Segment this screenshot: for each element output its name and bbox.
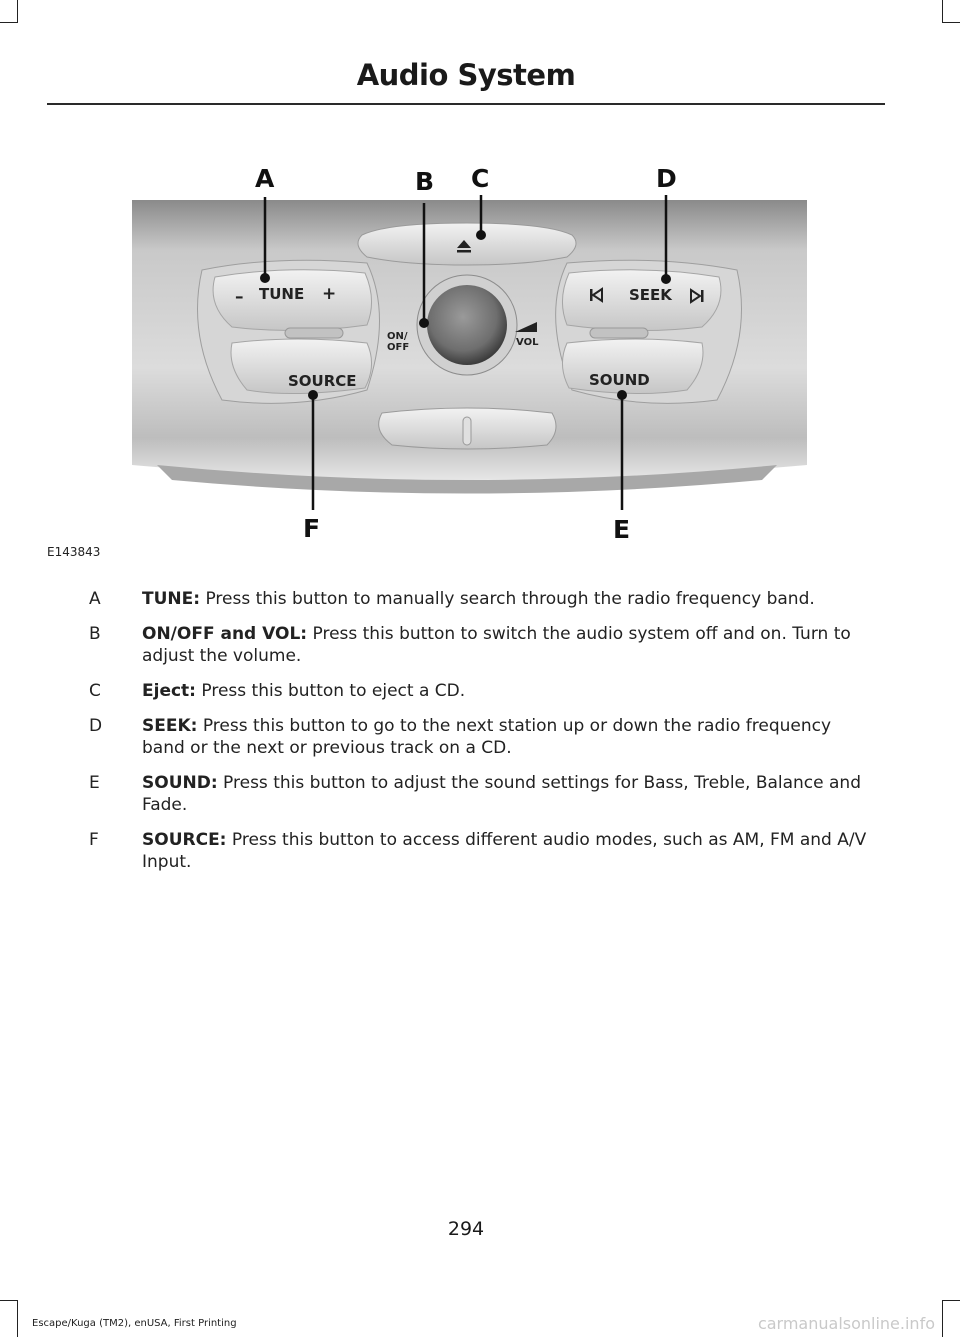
on-off-label-line1: ON/ [387,331,408,342]
tune-minus-label: – [235,287,244,307]
watermark: carmanualsonline.info [757,1314,935,1333]
callout-e: E [613,515,631,544]
left-divider-bar [285,328,343,338]
item-term: SEEK: [142,716,198,736]
item-letter: C [89,681,101,701]
item-description: Press this button to go to the next station up or down the radio frequency band or the next or previous track on a CD. [142,716,832,758]
item-letter: D [89,716,103,736]
right-divider-bar [590,328,648,338]
seek-label: SEEK [629,286,672,304]
item-description: Press this button to switch the audio system off and on. Turn to adjust the volume. [142,624,851,666]
item-description: Press this button to manually search through the radio frequency band. [200,589,815,609]
callout-f: F [303,514,321,543]
callout-dot-e [617,390,627,400]
footer-text: Escape/Kuga (TM2), enUSA, First Printing [32,1318,237,1329]
callout-dot-d [661,274,671,284]
item-letter: F [89,830,99,850]
list-item [47,829,879,873]
list-item [47,715,879,759]
vol-label: VOL [516,337,539,348]
crop-mark [942,0,943,22]
crop-mark [942,22,960,23]
item-letter: E [89,773,100,793]
item-description: Press this button to access different audio modes, such as AM, FM and A/V Input. [142,830,867,872]
callout-d: D [656,164,677,193]
item-term: ON/OFF and VOL: [142,624,308,644]
item-term: SOUND: [142,773,218,793]
list-item [47,680,879,702]
item-term: Eject: [142,681,196,701]
sound-label: SOUND [589,371,650,389]
figure-id: E143843 [47,545,101,559]
callout-dot-f [308,390,318,400]
crop-mark [0,22,18,23]
callout-c: C [471,164,490,193]
audio-control-panel-figure [47,145,885,565]
volume-knob[interactable] [427,285,507,365]
on-off-label-line2: OFF [387,342,410,353]
list-item [47,623,879,667]
page-title: Audio System [356,58,576,92]
tune-plus-label: + [322,284,337,304]
page-number: 294 [447,1218,485,1240]
crop-mark [942,1300,960,1301]
item-description: Press this button to eject a CD. [195,681,466,701]
list-item [47,588,879,610]
callout-dot-c [476,230,486,240]
callout-dot-a [260,273,270,283]
crop-mark [942,1300,943,1337]
crop-mark [17,1300,18,1337]
item-letter: A [89,589,101,609]
item-list [47,588,879,886]
item-term: SOURCE: [142,830,227,850]
crop-mark [17,0,18,22]
tune-label: TUNE [259,285,305,303]
item-term: TUNE: [142,589,201,609]
item-description: Press this button to adjust the sound settings for Bass, Treble, Balance and Fade. [142,773,862,815]
callout-b: B [415,167,435,196]
callout-dot-b [419,318,429,328]
source-label: SOURCE [288,372,357,390]
lower-slot-divider [463,417,471,445]
list-item [47,772,879,816]
callout-a: A [255,164,275,193]
item-letter: B [89,624,101,644]
crop-mark [0,1300,18,1301]
title-divider [47,103,885,105]
